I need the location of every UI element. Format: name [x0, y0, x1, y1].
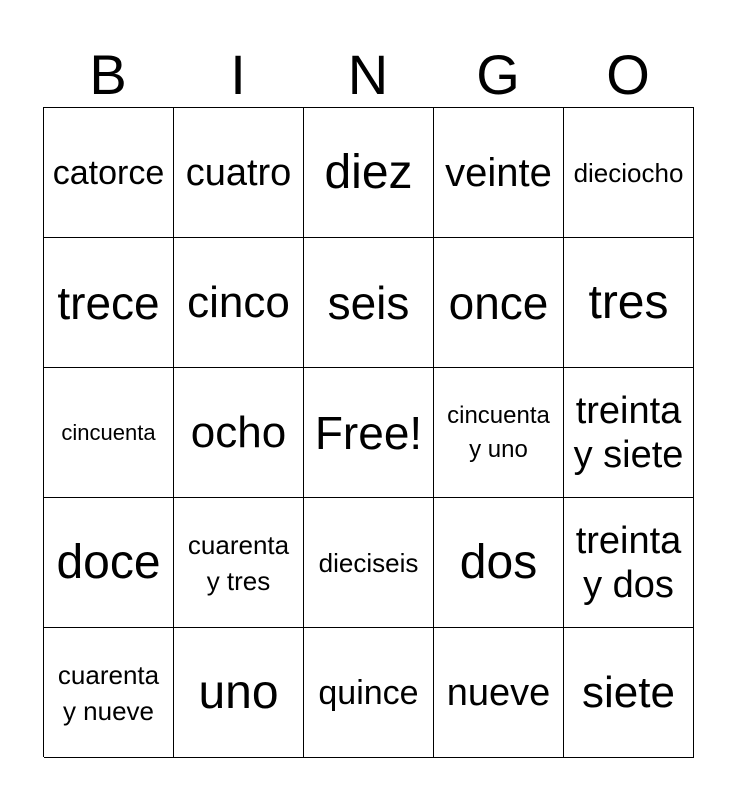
cell-label: veinte: [445, 150, 552, 195]
bingo-cell-r1-c2[interactable]: [174, 108, 304, 238]
bingo-cell-free[interactable]: [304, 368, 434, 498]
bingo-cell-r5-c2[interactable]: [174, 628, 304, 758]
cell-label: tres: [588, 275, 669, 329]
bingo-header: [43, 44, 693, 106]
bingo-cell-r5-c5[interactable]: [564, 628, 694, 758]
bingo-cell-r1-c1[interactable]: [44, 108, 174, 238]
cell-label: dieciocho: [573, 157, 684, 188]
cell-label: catorce: [52, 153, 165, 192]
cell-label: siete: [582, 667, 675, 717]
cell-label: uno: [198, 665, 279, 719]
cell-label: trece: [57, 276, 160, 329]
bingo-cell-r2-c3[interactable]: [304, 238, 434, 368]
bingo-cell-r5-c4[interactable]: [434, 628, 564, 758]
cell-label: cuatro: [185, 151, 292, 194]
cell-label: once: [448, 276, 549, 329]
bingo-cell-r3-c5[interactable]: [564, 368, 694, 498]
cell-label: cuarenta y tres: [187, 529, 290, 596]
bingo-cell-r1-c4[interactable]: [434, 108, 564, 238]
bingo-cell-r2-c4[interactable]: [434, 238, 564, 368]
header-letter-g: G: [476, 43, 520, 106]
cell-label: dos: [459, 535, 538, 589]
cell-label: ocho: [190, 407, 287, 457]
cell-label: seis: [327, 276, 410, 329]
header-letter-n: N: [347, 43, 389, 106]
bingo-cell-r1-c5[interactable]: [564, 108, 694, 238]
cell-label: cuarenta y nueve: [57, 659, 160, 726]
bingo-cell-r5-c3[interactable]: [304, 628, 434, 758]
cell-label: cincuenta: [61, 419, 156, 445]
cell-label: treinta y siete: [573, 389, 684, 476]
cell-label: cinco: [187, 277, 290, 327]
header-letter-i: I: [230, 43, 246, 106]
header-letter-o: O: [606, 43, 650, 106]
bingo-cell-r4-c4[interactable]: [434, 498, 564, 628]
bingo-cell-r3-c2[interactable]: [174, 368, 304, 498]
bingo-cell-r4-c1[interactable]: [44, 498, 174, 628]
cell-label: doce: [56, 535, 161, 589]
bingo-cell-r5-c1[interactable]: [44, 628, 174, 758]
bingo-cell-r2-c5[interactable]: [564, 238, 694, 368]
cell-label: cincuenta y uno: [447, 401, 550, 463]
free-space-label: Free!: [314, 406, 423, 459]
bingo-cell-r4-c2[interactable]: [174, 498, 304, 628]
bingo-cell-r4-c5[interactable]: [564, 498, 694, 628]
bingo-cell-r3-c4[interactable]: [434, 368, 564, 498]
cell-label: treinta y dos: [575, 519, 682, 606]
cell-label: nueve: [446, 671, 551, 714]
cell-label: quince: [318, 673, 419, 712]
header-letter-b: B: [89, 43, 127, 106]
bingo-cell-r4-c3[interactable]: [304, 498, 434, 628]
bingo-cell-r1-c3[interactable]: [304, 108, 434, 238]
bingo-board: [43, 107, 694, 757]
cell-label: diez: [324, 145, 413, 199]
bingo-cell-r2-c1[interactable]: [44, 238, 174, 368]
bingo-cell-r3-c1[interactable]: [44, 368, 174, 498]
cell-label: dieciseis: [318, 547, 419, 578]
bingo-cell-r2-c2[interactable]: [174, 238, 304, 368]
